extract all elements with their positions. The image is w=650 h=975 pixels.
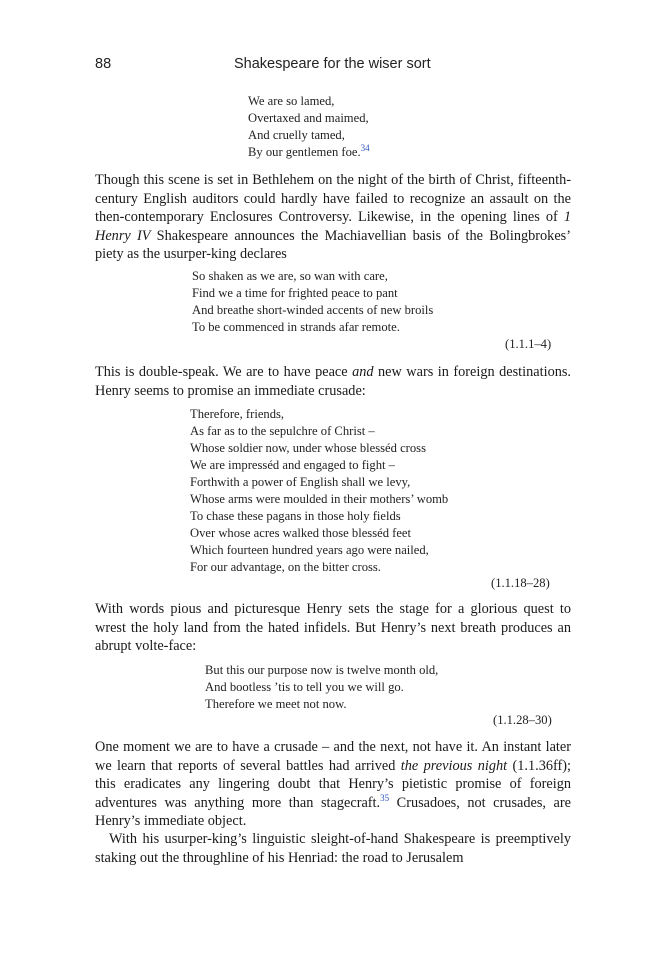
quote-line: And bootless ’tis to tell you we will go.: [205, 680, 404, 694]
quote-line: Therefore, friends,: [190, 407, 285, 421]
quote-line: As far as to the sepulchre of Christ –: [190, 424, 375, 438]
italic-title: 1 Henry IV: [95, 209, 571, 244]
quote-line: We are impresséd and engaged to fight –: [190, 458, 395, 472]
italic-phrase: the previous night: [400, 757, 508, 774]
quote-line: Find we a time for frighted peace to pant: [192, 286, 398, 300]
quote-line: Over whose acres walked those blesséd feet: [190, 526, 412, 540]
paragraph: With his usurper-king’s linguistic sleight-of-hand Shakespeare is preemptively staking out the throughline of his Henriad: the road to Jerusalem: [95, 831, 571, 866]
quote-line: Whose arms were moulded in their mothers’ womb: [190, 492, 449, 506]
footnote-marker[interactable]: 34: [360, 142, 370, 153]
running-header: [95, 56, 571, 76]
quote-line: Which fourteen hundred years ago were nailed,: [190, 543, 429, 557]
line-reference: (1.1.1–4): [505, 337, 552, 351]
running-title: Shakespeare for the wiser sort: [234, 56, 431, 72]
quote-line: But this our purpose now is twelve month old,: [205, 663, 439, 677]
verse-line: We are so lamed,: [248, 94, 335, 108]
quote-line: And breathe short-winded accents of new broils: [192, 303, 434, 317]
page-number: 88: [95, 56, 112, 72]
paragraph: This is double-speak. We are to have peace and new wars in foreign destinations. Henry seems to promise an immediate crusade:: [95, 364, 571, 399]
italic-word: and: [352, 364, 374, 380]
line-reference: (1.1.18–28): [491, 576, 550, 590]
verse-epigraph: [248, 93, 370, 161]
quote-line: Therefore we meet not now.: [205, 697, 347, 711]
quote-line: Forthwith a power of English shall we levy,: [190, 475, 411, 489]
verse-line: And cruelly tamed,: [248, 128, 345, 142]
quote-line: To chase these pagans in those holy fields: [190, 509, 401, 523]
quote-line: Whose soldier now, under whose blesséd cross: [190, 441, 426, 455]
verse-line: By our gentlemen foe.$^{34}$: [248, 142, 370, 159]
paragraph: With words pious and picturesque Henry sets the stage for a glorious quest to wrest the holy land from the hated infidels. But Henry’s next breath produces an abrupt volte-face:: [95, 601, 571, 655]
verse-line: Overtaxed and maimed,: [248, 111, 369, 125]
block-quote: [205, 662, 438, 713]
quote-line: So shaken as we are, so wan with care,: [192, 269, 388, 283]
paragraph: Though this scene is set in Bethlehem on the night of the birth of Christ, fifteenth-century English auditors could hardly have failed to recognize an assault on the then-contemporary Enclosures Controversy. Likewise, in the opening lines of 1 Henry IV Shakespeare announces the Machiavellian basis of the Bolingbrokes’ piety as the usurper-king declares: [95, 172, 572, 263]
line-reference: (1.1.28–30): [493, 713, 552, 727]
footnote-marker[interactable]: 35: [380, 793, 390, 804]
quote-line: For our advantage, on the bitter cross.: [190, 560, 381, 574]
block-quote: [190, 406, 448, 576]
quote-line: To be commenced in strands afar remote.: [192, 320, 400, 334]
paragraph: One moment we are to have a crusade – and the next, not have it. An instant later we learn that reports of several battles had arrived the previous night (1.1.36ff); this eradicates any lingering doubt that Henry’s pietistic promise of foreign adventures was anything more than stagecraft.$^{35}$ Crusadoes, not crusades, are Henry’s immediate object.: [95, 739, 572, 830]
block-quote: [192, 268, 433, 336]
